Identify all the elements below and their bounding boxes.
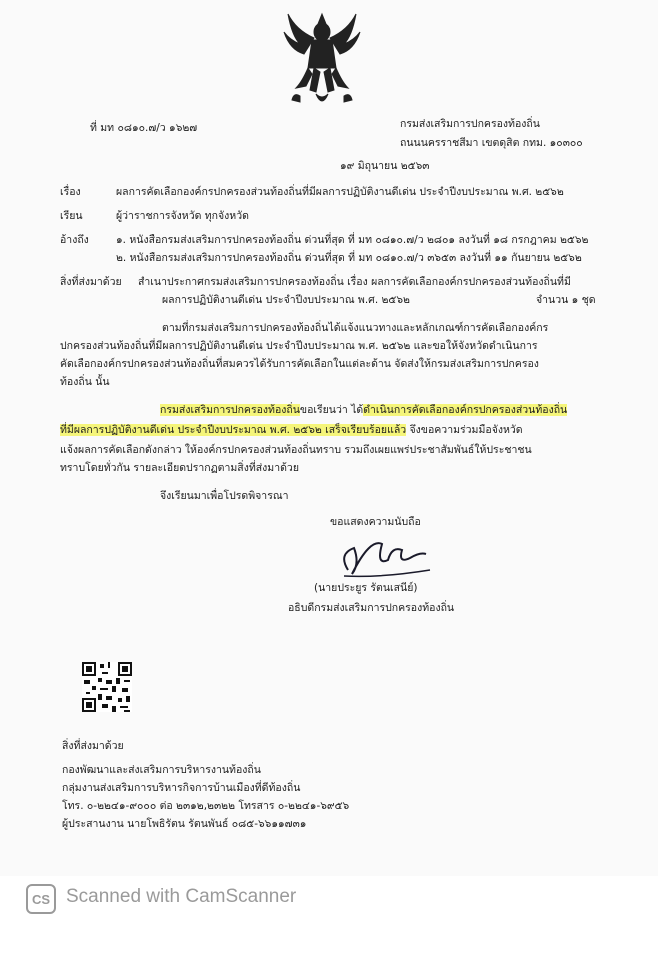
- reference-2: ๒. หนังสือกรมส่งเสริมการปกครองท้องถิ่น ด่วนที่สุด ที่ มท ๐๘๑๐.๗/ว ๓๖๕๓ ลงวันที่ ๑๑ กันยายน ๒๕๖๒: [116, 252, 582, 264]
- camscanner-logo-icon: [26, 884, 56, 914]
- subject-text: ผลการคัดเลือกองค์กรปกครองส่วนท้องถิ่นที่มีผลการปฏิบัติงานดีเด่น ประจำปีงบประมาณ พ.ศ. ๒๕๖๒: [116, 186, 564, 198]
- enclosure-label: สิ่งที่ส่งมาด้วย: [60, 276, 122, 288]
- highlight-selection: ดำเนินการคัดเลือกองค์กรปกครองส่วนท้องถิ่น: [363, 404, 568, 416]
- section-name: กลุ่มงานส่งเสริมการบริหารกิจการบ้านเมืองที่ดีท้องถิ่น: [62, 782, 301, 794]
- signer-name: (นายประยูร รัตนเสนีย์): [314, 582, 418, 594]
- svg-text:CS: CS: [31, 892, 51, 907]
- garuda-emblem: [282, 10, 362, 110]
- highlight-dept: กรมส่งเสริมการปกครองท้องถิ่น: [160, 404, 300, 416]
- regards: ขอแสดงความนับถือ: [330, 516, 421, 528]
- sender-org: กรมส่งเสริมการปกครองท้องถิ่น: [400, 118, 540, 130]
- enclosure-qty: จำนวน ๑ ชุด: [536, 294, 596, 306]
- para2-line-1: [160, 404, 567, 417]
- para2-line-4: ทราบโดยทั่วกัน รายละเอียดปรากฏตามสิ่งที่ส่งมาด้วย: [60, 462, 299, 474]
- phone-line: โทร. ๐-๒๒๔๑-๙๐๐๐ ต่อ ๒๓๑๒,๒๓๒๒ โทรสาร ๐-๒๒๔๑-๖๙๕๖: [62, 800, 350, 812]
- qr-caption: สิ่งที่ส่งมาด้วย: [62, 740, 124, 752]
- para1-line-2: ปกครองส่วนท้องถิ่นที่มีผลการปฏิบัติงานดีเด่น ประจำปีงบประมาณ พ.ศ. ๒๕๖๒ และขอให้จังหวัดดำเนินการ: [60, 340, 538, 352]
- coordinator-line: ผู้ประสานงาน นายโพธิรัตน รัตนพันธ์ ๐๘๕-๖๖๑๑๗๓๑: [62, 818, 307, 830]
- para1-line-3: คัดเลือกองค์กรปกครองส่วนท้องถิ่นที่สมควรได้รับการคัดเลือกในแต่ละด้าน จัดส่งให้กรมส่งเสริมการปกครอง: [60, 358, 539, 370]
- signature: [330, 530, 440, 582]
- scanner-watermark-text: Scanned with CamScanner: [66, 886, 297, 907]
- para2-line-2: [60, 424, 523, 437]
- para2-line-3: แจ้งผลการคัดเลือกดังกล่าว ให้องค์กรปกครองส่วนท้องถิ่นทราบ รวมถึงเผยแพร่ประชาสัมพันธ์ให้ประชาชน: [60, 444, 532, 456]
- to-text: ผู้ว่าราชการจังหวัด ทุกจังหวัด: [116, 210, 249, 222]
- para1-line-1: ตามที่กรมส่งเสริมการปกครองท้องถิ่นได้แจ้งแนวทางและหลักเกณฑ์การคัดเลือกองค์กร: [162, 322, 549, 334]
- signer-title: อธิบดีกรมส่งเสริมการปกครองท้องถิ่น: [288, 602, 455, 614]
- highlight-result: ที่มีผลการปฏิบัติงานดีเด่น ประจำปีงบประมาณ พ.ศ. ๒๕๖๒ เสร็จเรียบร้อยแล้ว: [60, 424, 407, 436]
- scanner-footer: [0, 876, 658, 960]
- enclosure-line-1: สำเนาประกาศกรมส่งเสริมการปกครองท้องถิ่น เรื่อง ผลการคัดเลือกองค์กรปกครองส่วนท้องถิ่นที่มี: [138, 276, 571, 288]
- qr-code: [82, 662, 132, 712]
- subject-label: เรื่อง: [60, 186, 81, 198]
- to-label: เรียน: [60, 210, 83, 222]
- para2-mid: ขอเรียนว่า ได้: [299, 404, 364, 416]
- para2-rest: จึงขอความร่วมมือจังหวัด: [406, 424, 523, 436]
- dept-name: กองพัฒนาและส่งเสริมการบริหารงานท้องถิ่น: [62, 764, 261, 776]
- enclosure-line-2: ผลการปฏิบัติงานดีเด่น ประจำปีงบประมาณ พ.ศ. ๒๕๖๒: [162, 294, 410, 306]
- letter-date: ๑๙ มิถุนายน ๒๕๖๓: [340, 160, 430, 172]
- reference-1: ๑. หนังสือกรมส่งเสริมการปกครองท้องถิ่น ด่วนที่สุด ที่ มท ๐๘๑๐.๗/ว ๒๘๐๑ ลงวันที่ ๑๘ กรกฎาคม ๒๕๖๒: [116, 234, 589, 246]
- ref-label: อ้างถึง: [60, 234, 89, 246]
- closing-request: จึงเรียนมาเพื่อโปรดพิจารณา: [160, 490, 289, 502]
- ref-number: ที่ มท ๐๘๑๐.๗/ว ๑๖๒๗: [90, 122, 198, 134]
- para1-line-4: ท้องถิ่น นั้น: [60, 376, 110, 388]
- sender-address: ถนนนครราชสีมา เขตดุสิต กทม. ๑๐๓๐๐: [400, 137, 583, 149]
